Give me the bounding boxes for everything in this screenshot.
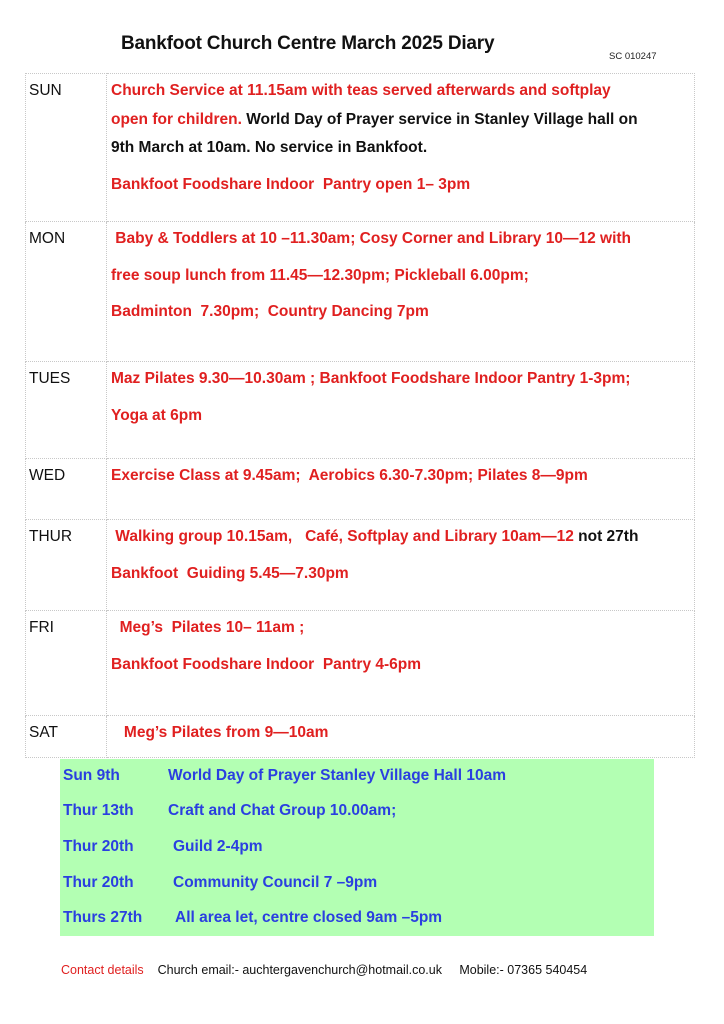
diary-row-fri bbox=[26, 611, 695, 716]
activity-line bbox=[111, 106, 690, 135]
activity-text: 9th March at 10am. No service in Bankfoot. bbox=[111, 139, 428, 156]
day-label: THUR bbox=[26, 520, 107, 611]
event-date: Thurs 27th bbox=[63, 909, 143, 926]
day-label: SAT bbox=[26, 716, 107, 758]
activity-text: Meg’s Pilates from 9—10am bbox=[111, 724, 329, 741]
activity-line bbox=[111, 262, 690, 291]
contact-label: Contact details bbox=[61, 963, 144, 977]
day-label: FRI bbox=[26, 611, 107, 716]
activity-text: Baby & Toddlers at 10 –11.30am; Cosy Corner and Library 10—12 with bbox=[111, 230, 632, 247]
event-date: Thur 20th bbox=[63, 838, 134, 855]
activity-text: Bankfoot Foodshare Indoor Pantry 4-6pm bbox=[111, 655, 422, 673]
activity-text: free soup lunch from 11.45—12.30pm; Pickleball 6.00pm; bbox=[111, 266, 529, 284]
day-activities bbox=[107, 520, 695, 611]
contact-details bbox=[61, 963, 587, 977]
day-activities bbox=[107, 611, 695, 716]
event-date: Thur 13th bbox=[63, 802, 134, 819]
activity-line bbox=[111, 402, 690, 431]
contact-mobile: Mobile:- 07365 540454 bbox=[459, 963, 588, 977]
event-description: Craft and Chat Group 10.00am; bbox=[168, 802, 397, 819]
event-description: World Day of Prayer Stanley Village Hall 10am bbox=[168, 767, 506, 784]
event-description: Community Council 7 –9pm bbox=[173, 874, 378, 891]
day-activities bbox=[107, 222, 695, 362]
day-label: MON bbox=[26, 222, 107, 362]
activity-text: Meg’s Pilates 10– 11am ; bbox=[111, 619, 305, 636]
activity-line bbox=[111, 719, 690, 748]
special-event bbox=[63, 767, 506, 785]
day-activities bbox=[107, 459, 695, 520]
activity-line bbox=[111, 462, 690, 491]
day-activities bbox=[107, 362, 695, 459]
event-description: All area let, centre closed 9am –5pm bbox=[175, 909, 443, 926]
event-description: Guild 2-4pm bbox=[173, 838, 263, 855]
activity-text: Badminton 7.30pm; Country Dancing 7pm bbox=[111, 303, 429, 320]
activity-line bbox=[111, 77, 690, 106]
activity-line bbox=[111, 614, 690, 643]
activity-line bbox=[111, 560, 690, 589]
day-activities bbox=[107, 716, 695, 758]
special-events-box bbox=[60, 759, 654, 936]
weekly-diary-table bbox=[25, 73, 695, 758]
activity-text: Walking group 10.15am, Café, Softplay and Library 10am—12 bbox=[111, 528, 579, 545]
activity-line bbox=[111, 134, 690, 163]
activity-text: Bankfoot Guiding 5.45—7.30pm bbox=[111, 564, 349, 582]
contact-email: Church email:- auchtergavenchurch@hotmail.co.uk bbox=[157, 963, 442, 977]
activity-line bbox=[111, 365, 690, 394]
diary-row-sat bbox=[26, 716, 695, 758]
activity-text: Maz Pilates 9.30—10.30am ; Bankfoot Foodshare Indoor Pantry 1-3pm; bbox=[111, 370, 631, 387]
day-label: SUN bbox=[26, 74, 107, 222]
activity-text: Church Service at 11.15am with teas served afterwards and softplay bbox=[111, 82, 611, 99]
activity-text: Exercise Class at 9.45am; Aerobics 6.30-7.30pm; Pilates 8—9pm bbox=[111, 467, 588, 484]
activity-text: World Day of Prayer service in Stanley Village hall on bbox=[246, 110, 638, 128]
activity-line bbox=[111, 225, 690, 254]
special-event bbox=[63, 802, 397, 820]
charity-number: SC 010247 bbox=[609, 51, 657, 62]
diary-row-thur bbox=[26, 520, 695, 611]
page-title: Bankfoot Church Centre March 2025 Diary bbox=[121, 33, 495, 54]
day-activities bbox=[107, 74, 695, 222]
day-label: WED bbox=[26, 459, 107, 520]
event-date: Sun 9th bbox=[63, 767, 120, 784]
activity-line bbox=[111, 523, 690, 552]
activity-text: not 27th bbox=[578, 528, 639, 545]
activity-text: open for children. bbox=[111, 110, 247, 128]
activity-text: Bankfoot Foodshare Indoor Pantry open 1– 3pm bbox=[111, 175, 471, 193]
diary-row-tues bbox=[26, 362, 695, 459]
day-label: TUES bbox=[26, 362, 107, 459]
activity-line bbox=[111, 651, 690, 680]
special-event bbox=[63, 909, 443, 927]
special-event bbox=[63, 838, 263, 856]
special-event bbox=[63, 874, 378, 892]
diary-row-mon bbox=[26, 222, 695, 362]
activity-line bbox=[111, 171, 690, 200]
activity-text: Yoga at 6pm bbox=[111, 406, 203, 424]
event-date: Thur 20th bbox=[63, 874, 134, 891]
activity-line bbox=[111, 298, 690, 327]
diary-row-wed bbox=[26, 459, 695, 520]
diary-row-sun bbox=[26, 74, 695, 222]
